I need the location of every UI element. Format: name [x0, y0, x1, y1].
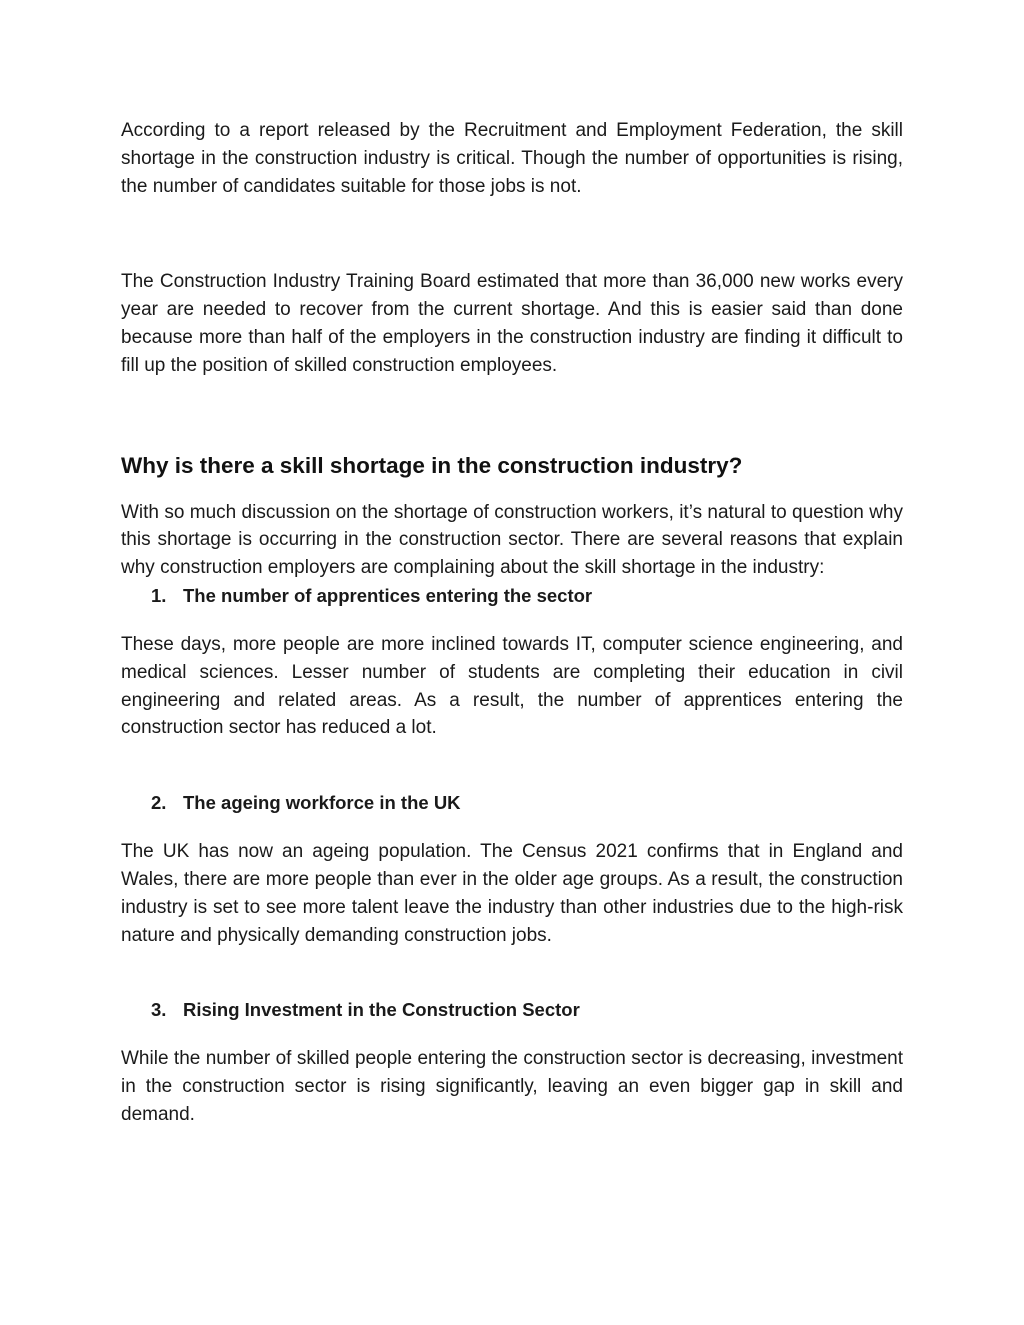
- section-lead-paragraph: With so much discussion on the shortage of construction workers, it’s natural to question why this shortage is occurring in the construction sector. There are several reasons that explain why construction employers are complaining about the skill shortage in the industry:: [121, 501, 903, 579]
- list-number: 2.: [151, 792, 167, 814]
- intro-paragraph-1: According to a report released by the Recruitment and Employment Federation, the skill shortage in the construction industry is critical. Though the number of opportunities is rising, the number of candidates suitable for those jobs is not.: [121, 120, 903, 197]
- intro-paragraph-2: The Construction Industry Training Board estimated that more than 36,000 new works every year are needed to recover from the current shortage. And this is easier said than done because more than half of the employers in the construction industry are finding it difficult to fill up the position of skilled construction employees.: [121, 271, 903, 376]
- list-item-1: [121, 583, 903, 609]
- section-heading: Why is there a skill shortage in the construction industry?: [121, 452, 743, 478]
- list-item-title: The ageing workforce in the UK: [183, 792, 461, 814]
- list-item-3-body: While the number of skilled people entering the construction sector is decreasing, investment in the construction sector is rising significantly, leaving an even bigger gap in skill and demand.: [121, 1048, 903, 1125]
- document-page: [121, 117, 903, 1129]
- list-item-1-body: These days, more people are more inclined towards IT, computer science engineering, and medical sciences. Lesser number of students are completing their education in civil engineering and related areas. As a result, the number of apprentices entering the construction sector has reduced a lot.: [121, 633, 903, 739]
- list-item-2: [121, 790, 903, 816]
- list-item-title: The number of apprentices entering the sector: [183, 584, 593, 606]
- list-number: 1.: [151, 584, 167, 606]
- list-item-2-body: The UK has now an ageing population. The Census 2021 confirms that in England and Wales, there are more people than ever in the older age groups. As a result, the construction industry is set to see more talent leave the industry than other industries due to the high-risk nature and physically demanding construction jobs.: [121, 841, 903, 946]
- list-item-title: Rising Investment in the Construction Sector: [183, 999, 580, 1021]
- list-number: 3.: [151, 999, 167, 1021]
- list-item-3: [121, 997, 903, 1023]
